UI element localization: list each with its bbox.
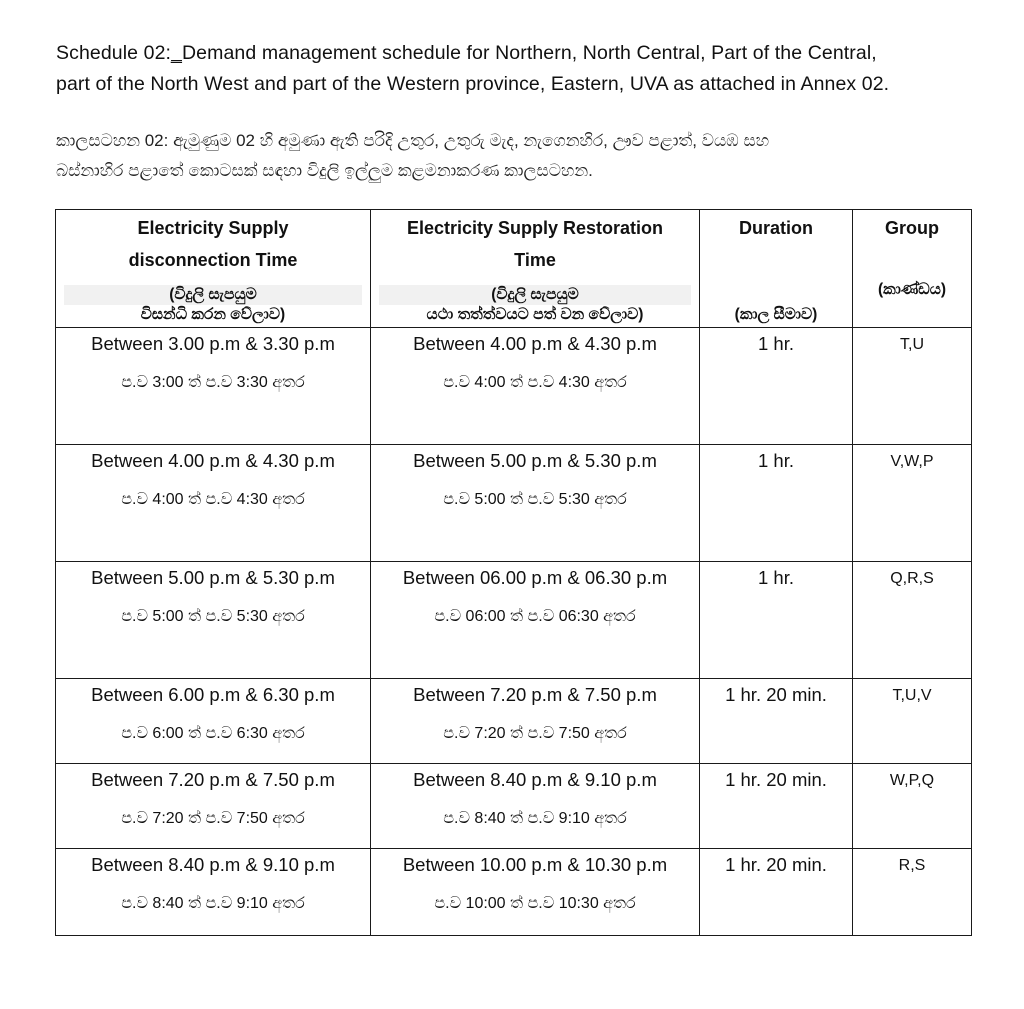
disconnection-time-si: ප.ව 7:20 ත් ප.ව 7:50 අතර [121, 810, 305, 827]
disconnection-cell [56, 562, 371, 679]
restoration-cell [371, 445, 700, 562]
header-group-si: (කාණ්ඩය) [877, 281, 947, 298]
disconnection-time-si: ප.ව 6:00 ත් ප.ව 6:30 අතර [121, 725, 305, 742]
restoration-cell [371, 562, 700, 679]
header-restoration-time [371, 210, 700, 328]
group-cell [853, 445, 972, 562]
header-restoration-si-line1: (විදුලි සැපයුම [379, 285, 691, 305]
duration-cell [700, 849, 853, 936]
restoration-time-si: ප.ව 5:00 ත් ප.ව 5:30 අතර [443, 491, 627, 508]
restoration-time-en: Between 7.20 p.m & 7.50 p.m [413, 684, 657, 705]
schedule-heading-line1 [56, 38, 986, 69]
group-cell [853, 328, 972, 445]
table-row [56, 445, 972, 562]
duration-value: 1 hr. [758, 450, 794, 471]
group-cell [853, 849, 972, 936]
group-cell [853, 679, 972, 764]
disconnection-time-en: Between 4.00 p.m & 4.30 p.m [91, 450, 335, 471]
disconnection-cell [56, 849, 371, 936]
table-row [56, 328, 972, 445]
schedule-underscore: _ [171, 42, 182, 64]
header-group-si-wrap [853, 280, 971, 300]
header-restoration-si [371, 285, 699, 325]
duration-cell [700, 679, 853, 764]
group-value: R,S [898, 857, 926, 874]
restoration-time-si: ප.ව 8:40 ත් ප.ව 9:10 අතර [443, 810, 627, 827]
header-group-label: Group [885, 218, 939, 238]
disconnection-time-en: Between 3.00 p.m & 3.30 p.m [91, 333, 335, 354]
header-duration-label: Duration [739, 218, 813, 238]
header-disconnection-line1: Electricity Supply [137, 218, 289, 238]
group-cell [853, 562, 972, 679]
schedule-heading-english [56, 38, 986, 100]
disconnection-time-en: Between 6.00 p.m & 6.30 p.m [91, 684, 335, 705]
header-restoration-si-line2: යථා තත්ත්වයට පත් වන වේලාව) [426, 306, 644, 323]
table-row [56, 562, 972, 679]
duration-value: 1 hr. 20 min. [725, 854, 827, 875]
disconnection-cell [56, 679, 371, 764]
duration-value: 1 hr. [758, 567, 794, 588]
schedule-heading-si-line1: කාලසටහන 02: ඇමුණුම 02 හි අමුණා ඇති පරිදි උතුර, උතුරු මැද, නැගෙනහිර, ඌව පළාත්, වයඹ සහ [56, 131, 770, 150]
restoration-time-en: Between 06.00 p.m & 06.30 p.m [402, 567, 668, 588]
header-duration-si: (කාල සීමාව) [734, 306, 818, 323]
disconnection-time-en: Between 5.00 p.m & 5.30 p.m [91, 567, 335, 588]
header-duration-si-wrap [700, 305, 852, 325]
disconnection-cell [56, 328, 371, 445]
disconnection-time-si: ප.ව 8:40 ත් ප.ව 9:10 අතර [121, 895, 305, 912]
disconnection-cell [56, 764, 371, 849]
group-value: V,W,P [890, 453, 934, 470]
header-duration [700, 210, 853, 328]
header-disconnection-line2: disconnection Time [128, 250, 298, 270]
restoration-time-en: Between 10.00 p.m & 10.30 p.m [402, 854, 668, 875]
restoration-time-si: ප.ව 06:00 ත් ප.ව 06:30 අතර [434, 608, 636, 625]
duration-cell [700, 328, 853, 445]
disconnection-cell [56, 445, 371, 562]
restoration-time-si: ප.ව 4:00 ත් ප.ව 4:30 අතර [443, 374, 627, 391]
duration-value: 1 hr. 20 min. [725, 684, 827, 705]
duration-cell [700, 764, 853, 849]
schedule-title-line1: Demand management schedule for Northern, North Central, Part of the Central, [182, 42, 877, 64]
restoration-cell [371, 849, 700, 936]
header-disconnection-si [56, 285, 370, 325]
disconnection-time-si: ප.ව 5:00 ත් ප.ව 5:30 අතර [121, 608, 305, 625]
disconnection-time-si: ප.ව 4:00 ත් ප.ව 4:30 අතර [121, 491, 305, 508]
duration-cell [700, 445, 853, 562]
disconnection-time-en: Between 7.20 p.m & 7.50 p.m [91, 769, 335, 790]
group-value: T,U [900, 336, 924, 353]
duration-value: 1 hr. 20 min. [725, 769, 827, 790]
demand-schedule-table [55, 209, 972, 936]
restoration-time-si: ප.ව 10:00 ත් ප.ව 10:30 අතර [434, 895, 636, 912]
restoration-cell [371, 328, 700, 445]
restoration-time-en: Between 4.00 p.m & 4.30 p.m [413, 333, 657, 354]
table-row [56, 679, 972, 764]
header-disconnection-time [56, 210, 371, 328]
header-restoration-line2: Time [514, 250, 556, 270]
duration-value: 1 hr. [758, 333, 794, 354]
group-value: W,P,Q [889, 772, 935, 789]
restoration-cell [371, 764, 700, 849]
disconnection-time-en: Between 8.40 p.m & 9.10 p.m [91, 854, 335, 875]
duration-cell [700, 562, 853, 679]
restoration-time-en: Between 5.00 p.m & 5.30 p.m [413, 450, 657, 471]
restoration-cell [371, 679, 700, 764]
header-disconnection-si-line2: විසන්ධි කරන වේලාව) [140, 306, 286, 323]
schedule-title-line2: part of the North West and part of the Western province, Eastern, UVA as attached in Annex 02. [56, 73, 890, 95]
disconnection-time-si: ප.ව 3:00 ත් ප.ව 3:30 අතර [121, 374, 305, 391]
schedule-heading-sinhala [56, 126, 986, 186]
group-cell [853, 764, 972, 849]
restoration-time-si: ප.ව 7:20 ත් ප.ව 7:50 අතර [443, 725, 627, 742]
group-value: T,U,V [892, 687, 932, 704]
header-disconnection-si-line1: (විදුලි සැපයුම [64, 285, 362, 305]
table-header-row [56, 210, 972, 328]
schedule-heading-si-line2: බස්නාහිර පළාතේ කොටසක් සඳහා විදුලි ඉල්ලුම කළමනාකරණ කාලසටහන. [56, 161, 593, 180]
group-value: Q,R,S [890, 570, 934, 587]
header-group [853, 210, 972, 328]
table-row [56, 849, 972, 936]
header-restoration-line1: Electricity Supply Restoration [406, 218, 664, 238]
table-row [56, 764, 972, 849]
restoration-time-en: Between 8.40 p.m & 9.10 p.m [413, 769, 657, 790]
schedule-number: Schedule 02: [56, 42, 172, 64]
